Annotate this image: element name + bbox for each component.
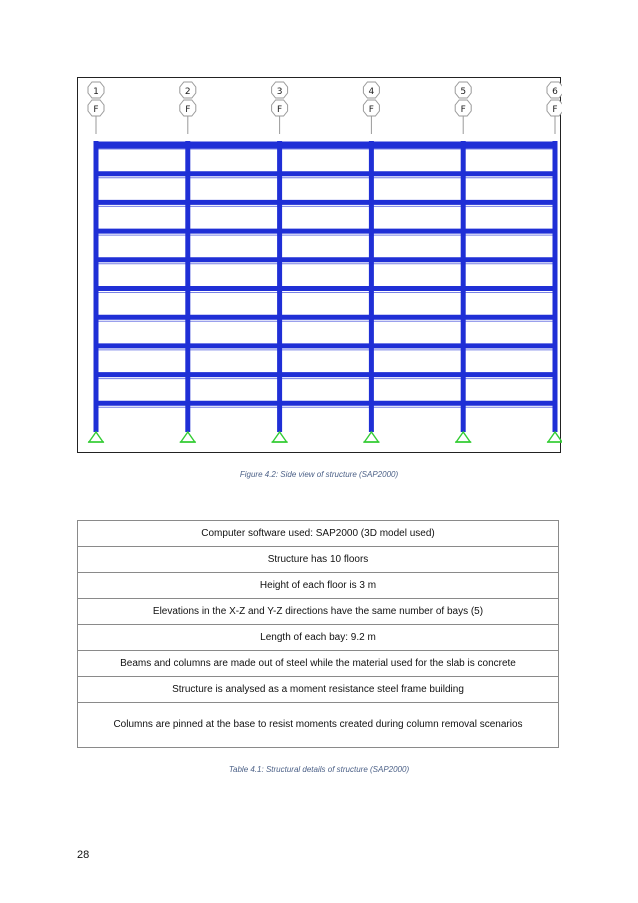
- grid-number-label: 6: [552, 87, 558, 97]
- pinned-support-icon: [273, 432, 287, 442]
- table-cell: Length of each bay: 9.2 m: [78, 625, 559, 651]
- table-cell: Structure is analysed as a moment resistance steel frame building: [78, 677, 559, 703]
- grid-number-label: 4: [368, 87, 375, 97]
- pinned-support-icon: [364, 432, 378, 442]
- table-cell: Computer software used: SAP2000 (3D model used): [78, 521, 559, 547]
- figure-caption: Figure 4.2: Side view of structure (SAP2000): [239, 470, 399, 479]
- pinned-support-icon: [89, 432, 103, 442]
- grid-letter-label: F: [460, 105, 466, 115]
- table-row: [78, 599, 559, 625]
- grid-letter-label: F: [93, 105, 99, 115]
- table-row: [78, 703, 559, 748]
- page-number: 28: [77, 849, 90, 861]
- pinned-support-icon: [548, 432, 562, 442]
- grid-number-label: 1: [93, 87, 99, 97]
- table-cell: Beams and columns are made out of steel while the material used for the slab is concrete: [78, 651, 559, 677]
- frame-elevation-drawing: [78, 78, 562, 454]
- table-row: [78, 521, 559, 547]
- table-cell: Columns are pinned at the base to resist moments created during column removal scenarios: [78, 703, 559, 748]
- grid-number-label: 2: [184, 87, 191, 97]
- grid-letter-label: F: [552, 105, 558, 115]
- grid-number-label: 3: [276, 87, 283, 97]
- table-cell: Structure has 10 floors: [78, 547, 559, 573]
- pinned-support-icon: [181, 432, 195, 442]
- structure-side-view-figure: [77, 77, 561, 453]
- structural-details-table: [77, 520, 559, 748]
- table-row: [78, 677, 559, 703]
- table-row: [78, 651, 559, 677]
- table-caption: Table 4.1: Structural details of structure (SAP2000): [228, 765, 410, 774]
- grid-number-label: 5: [460, 87, 467, 97]
- table-row: [78, 547, 559, 573]
- table-row: [78, 573, 559, 599]
- grid-letter-label: F: [368, 105, 374, 115]
- table-cell: Height of each floor is 3 m: [78, 573, 559, 599]
- grid-letter-label: F: [185, 105, 191, 115]
- grid-letter-label: F: [277, 105, 283, 115]
- pinned-support-icon: [456, 432, 470, 442]
- table-row: [78, 625, 559, 651]
- table-cell: Elevations in the X-Z and Y-Z directions have the same number of bays (5): [78, 599, 559, 625]
